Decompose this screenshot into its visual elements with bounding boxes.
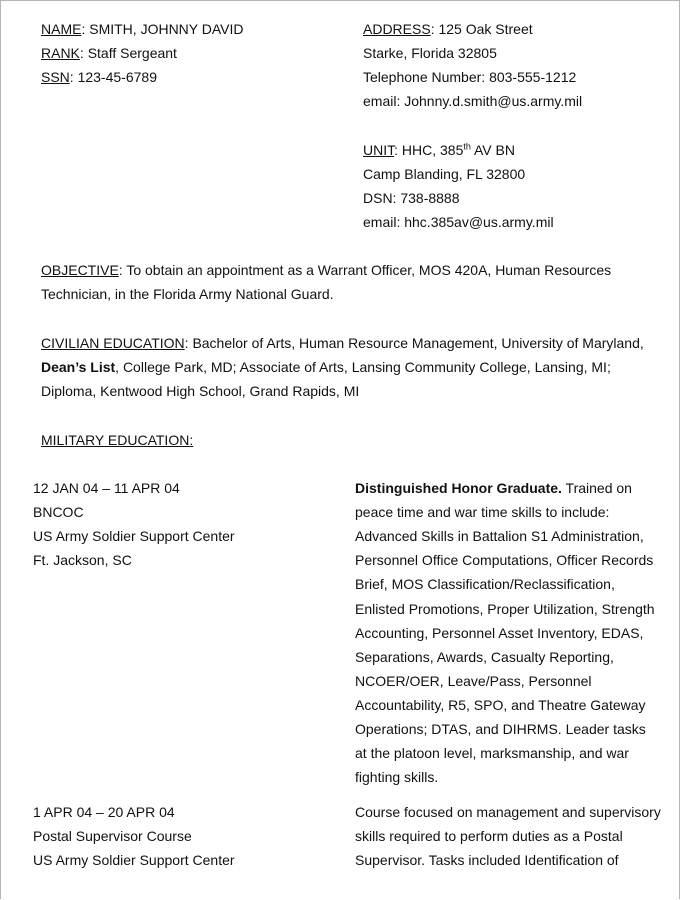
entry-right-line: Brief, MOS Classification/Reclassification,: [355, 576, 615, 593]
unit-name-post: AV BN: [470, 142, 515, 158]
civilian-line2: [41, 358, 611, 376]
civilian-line1: CIVILIAN EDUCATION: Bachelor of Arts, Human Resource Management, University of Maryland,: [41, 335, 644, 351]
unit-line1: UNIT: HHC, 385th AV BN: [363, 141, 515, 158]
military-label: MILITARY EDUCATION:: [41, 432, 194, 448]
deans-list: Dean’s List: [41, 359, 116, 375]
honor-title: Distinguished Honor Graduate.: [355, 480, 562, 496]
telephone: Telephone Number: 803-555-1212: [363, 69, 577, 85]
objective-line1: OBJECTIVE: To obtain an appointment as a Warrant Officer, MOS 420A, Human Resources: [41, 262, 612, 278]
entry-left-line: Ft. Jackson, SC: [33, 552, 132, 568]
entry-left-line: 12 JAN 04 – 11 APR 04: [33, 480, 180, 496]
unit-sup: th: [463, 141, 471, 152]
civilian-text2: , College Park, MD; Associate of Arts, Lansing Community College, Lansing, MI;: [115, 359, 611, 375]
entry-right-line: fighting skills.: [355, 769, 439, 786]
name-line: NAME: SMITH, JOHNNY DAVID: [41, 21, 244, 37]
civilian-label: CIVILIAN EDUCATION: [41, 335, 185, 351]
entry-right-line: peace time and war time skills to include:: [355, 504, 610, 521]
entry-right-line: skills required to perform duties as a Postal: [355, 828, 623, 845]
entry-right-line: Accountability, R5, SPO, and Theatre Gateway: [355, 696, 646, 713]
unit-label: UNIT: [363, 142, 395, 158]
entry-right-line: Supervisor. Tasks included Identification of: [355, 852, 619, 869]
unit-name: HHC, 385: [401, 142, 464, 158]
entry-right-line: Enlisted Promotions, Proper Utilization, Strength: [355, 600, 655, 617]
entry-left-line: BNCOC: [33, 504, 84, 520]
entry-left-line: US Army Soldier Support Center: [33, 528, 235, 544]
entry-right-line: Accounting, Personnel Asset Inventory, EDAS,: [355, 624, 644, 641]
ssn-line: SSN: 123-45-6789: [41, 69, 157, 85]
objective-line2: Technician, in the Florida Army National Guard.: [41, 286, 334, 302]
entry-right-line: NCOER/OER, Leave/Pass, Personnel: [355, 672, 592, 689]
entry-right-line: Advanced Skills in Battalion S1 Administration,: [355, 528, 644, 545]
objective-text: To obtain an appointment as a Warrant Officer, MOS 420A, Human Resources: [126, 262, 612, 278]
military-label-text: MILITARY EDUCATION: [41, 432, 190, 448]
rank-value: Staff Sergeant: [87, 45, 177, 61]
rank-line: RANK: Staff Sergeant: [41, 45, 177, 61]
address-street: 125 Oak Street: [438, 21, 533, 37]
entry-left-line: 1 APR 04 – 20 APR 04: [33, 804, 175, 820]
address-label: ADDRESS: [363, 21, 431, 37]
entry-left-line: Postal Supervisor Course: [33, 828, 192, 844]
objective-label: OBJECTIVE: [41, 262, 119, 278]
email: email: Johnny.d.smith@us.army.mil: [363, 93, 583, 109]
unit-line2: Camp Blanding, FL 32800: [363, 166, 526, 182]
entry-right-first-line: [355, 479, 632, 497]
civilian-line3: Diploma, Kentwood High School, Grand Rapids, MI: [41, 383, 360, 399]
address-line1: ADDRESS: 125 Oak Street: [363, 21, 533, 37]
rank-label: RANK: [41, 45, 80, 61]
name-label: NAME: [41, 21, 82, 37]
entry-right-line: Separations, Awards, Casualty Reporting,: [355, 648, 614, 665]
civilian-text: Bachelor of Arts, Human Resource Management, University of Maryland,: [192, 335, 644, 351]
entry-right-line: Operations; DTAS, and DIHRMS. Leader tasks: [355, 721, 646, 737]
ssn-value: 123-45-6789: [77, 69, 157, 85]
address-line2: Starke, Florida 32805: [363, 45, 497, 61]
entry-right-line: Course focused on management and supervisory: [355, 804, 661, 820]
name-value: SMITH, JOHNNY DAVID: [89, 21, 244, 37]
unit-dsn: DSN: 738-8888: [363, 190, 460, 206]
entry-right-line: Personnel Office Computations, Officer Records: [355, 552, 654, 569]
entry-left-line: US Army Soldier Support Center: [33, 852, 235, 868]
honor-text: Trained on: [561, 480, 632, 496]
unit-email: email: hhc.385av@us.army.mil: [363, 214, 554, 230]
ssn-label: SSN: [41, 69, 70, 85]
entry-right-line: at the platoon level, marksmanship, and war: [355, 745, 629, 762]
